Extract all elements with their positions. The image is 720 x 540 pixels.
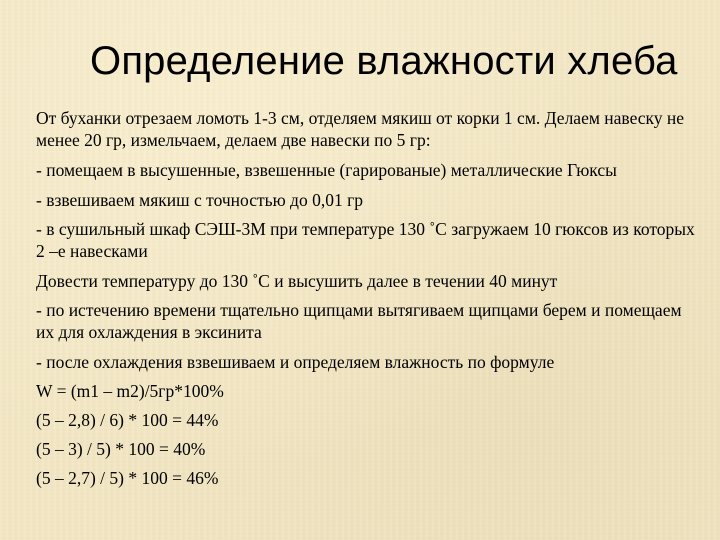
calculation-line-2: (5 – 3) / 5) * 100 = 40%: [36, 439, 206, 459]
paragraph-step-cool: - по истечению времени тщательно щипцами вытягиваем щипцами берем и помещаем их для охлаждения в эксинита: [36, 300, 682, 342]
calculation-line-1: (5 – 2,8) / 6) * 100 = 44%: [36, 410, 219, 430]
paragraph-step-dry: Довести температуру до 130 ˚С и высушить далее в течении 40 минут: [36, 271, 558, 291]
paragraph-step-weigh: - взвешиваем мякиш с точностью до 0,01 гр: [36, 190, 364, 210]
slide-body: [36, 107, 696, 496]
formula-line: W = (m1 – m2)/5гр*100%: [36, 381, 224, 401]
paragraph-step-formula-intro: - после охлаждения взвешиваем и определяем влажность по формуле: [36, 352, 555, 372]
paragraph-step-containers: - помещаем в высушенные, взвешенные (гарированые) металлические Гюксы: [36, 160, 617, 180]
calculation-line-3: (5 – 2,7) / 5) * 100 = 46%: [36, 468, 219, 488]
paragraph-step-oven: - в сушильный шкаф СЭШ-3М при температуре 130 ˚С загружаем 10 гюксов из которых 2 –е навесками: [36, 219, 695, 261]
paragraph-intro: От буханки отрезаем ломоть 1-3 см, отделяем мякиш от корки 1 см. Делаем навеску не менее 20 гр, измельчаем, делаем две навески по 5 гр:: [36, 108, 685, 150]
slide-title: Определение влажности хлеба: [90, 39, 678, 83]
